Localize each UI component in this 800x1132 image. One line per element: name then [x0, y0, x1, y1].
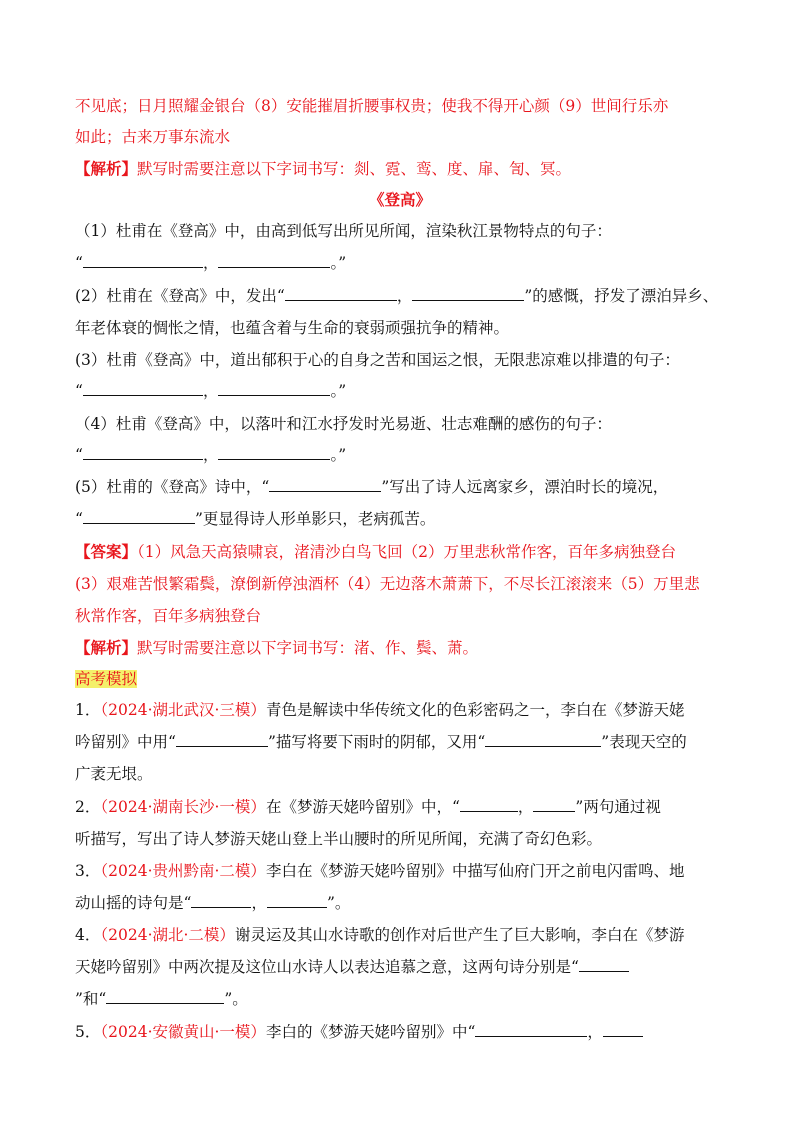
analysis-text: 默写时需要注意以下字词书写：剡、霓、鸾、度、扉、訇、冥。 — [137, 160, 572, 178]
question-1-line-1: （1）杜甫在《登高》中，由高到低写出所见所闻，渲染秋江景物特点的句子： — [75, 222, 612, 240]
analysis-tag: 【解析】 — [75, 638, 138, 657]
analysis-text: 默写时需要注意以下字词书写：渚、作、鬓、萧。 — [137, 639, 479, 657]
analysis-tag: 【解析】 — [75, 159, 138, 178]
blank[interactable] — [412, 286, 524, 301]
blank[interactable] — [83, 381, 203, 396]
blank[interactable] — [106, 989, 224, 1004]
blank[interactable] — [83, 509, 195, 524]
answer-tail-line-1: 不见底；日月照耀金银台（8）安能摧眉折腰事权贵；使我不得开心颜（9）世间行乐亦 — [75, 97, 669, 115]
mock-4-line-3: ”和“ ”。 — [75, 990, 248, 1008]
mock-1-line-1: 1．（2024·湖北武汉·三模）青色是解读中华传统文化的色彩密码之一，李白在《梦游天姥 — [75, 701, 685, 719]
mock-3-line-2: 动山摇的诗句是“ ， ”。 — [75, 894, 351, 912]
mock-heading: 高考模拟 — [75, 670, 138, 688]
question-4-line-2: “ ， 。” — [75, 446, 347, 464]
source-tag: （2024·贵州黔南·二模） — [100, 862, 266, 880]
blank[interactable] — [603, 1022, 643, 1037]
blank[interactable] — [218, 253, 330, 268]
analysis-2 — [75, 637, 478, 659]
blank[interactable] — [176, 732, 268, 747]
mock-1-line-2: 吟留别》中用“ ”描写将要下雨时的阴郁，又用“ ”表现天空的 — [75, 733, 687, 751]
mock-5-line-1: 5．（2024·安徽黄山·一模）李白的《梦游天姥吟留别》中“ ， — [75, 1021, 643, 1043]
answer-line-3: 秋常作客，百年多病独登台 — [75, 607, 262, 625]
blank[interactable] — [285, 286, 397, 301]
question-5-line-2: “ ”更显得诗人形单影只，老病孤苦。 — [75, 510, 436, 528]
source-tag: （2024·湖北武汉·三模） — [100, 701, 266, 719]
blank[interactable] — [83, 445, 203, 460]
blank[interactable] — [267, 893, 327, 908]
analysis-1 — [75, 158, 571, 180]
question-4-line-1: （4）杜甫《登高》中，以落叶和江水抒发时光易逝、壮志难酬的感伤的句子： — [75, 415, 612, 433]
blank[interactable] — [218, 445, 330, 460]
source-tag: （2024·安徽黄山·一模） — [100, 1023, 266, 1041]
question-3-line-2: “ ， 。” — [75, 382, 347, 400]
blank[interactable] — [191, 893, 251, 908]
blank[interactable] — [533, 797, 575, 812]
answer-tail-line-2: 如此；古来万事东流水 — [75, 128, 231, 146]
question-3-line-1: (3）杜甫《登高》中，道出郁积于心的自身之苦和国运之恨，无限悲凉难以排遣的句子： — [75, 351, 680, 369]
mock-2-line-2: 听描写，写出了诗人梦游天姥山登上半山腰时的所见所闻，充满了奇幻色彩。 — [75, 830, 603, 848]
blank[interactable] — [269, 477, 381, 492]
blank[interactable] — [460, 797, 518, 812]
section-title: 《登高》 — [368, 190, 431, 209]
answer-line-1: 【答案】（1）风急天高猿啸哀，渚清沙白鸟飞回（2）万里悲秋常作客，百年多病独登台 — [75, 542, 676, 561]
blank[interactable] — [218, 381, 330, 396]
blank[interactable] — [83, 253, 203, 268]
answer-line-2: (3）艰难苦恨繁霜鬓，潦倒新停浊酒杯（4）无边落木萧萧下，不尽长江滚滚来（5）万里悲 — [75, 575, 700, 593]
mock-4-line-2: 天姥吟留别》中两次提及这位山水诗人以表达追慕之意，这两句诗分别是“ — [75, 956, 629, 978]
mock-2-line-1: 2．（2024·湖南长沙·一模）在《梦游天姥吟留别》中，“ ， ”两句通过视 — [75, 798, 661, 816]
source-tag: （2024·湖北·二模） — [100, 926, 235, 944]
answer-tag: 【答案】 — [75, 542, 138, 561]
mock-3-line-1: 3．（2024·贵州黔南·二模）李白在《梦游天姥吟留别》中描写仙府门开之前电闪雷鸣、地 — [75, 862, 685, 880]
blank[interactable] — [485, 732, 601, 747]
question-2-line-2: 年老体衰的惆怅之情，也蕴含着与生命的衰弱顽强抗争的精神。 — [75, 319, 510, 337]
mock-4-line-1: 4．（2024·湖北·二模）谢灵运及其山水诗歌的创作对后世产生了巨大影响，李白在《梦游 — [75, 926, 685, 944]
question-1-line-2: “ ， 。” — [75, 254, 347, 272]
blank[interactable] — [579, 957, 629, 972]
blank[interactable] — [475, 1022, 587, 1037]
source-tag: （2024·湖南长沙·一模） — [100, 798, 266, 816]
question-2-line-1: (2）杜甫在《登高》中，发出“ ， ”的感慨，抒发了漂泊异乡、 — [75, 287, 719, 305]
question-5-line-1: (5）杜甫的《登高》诗中，“ ”写出了诗人远离家乡，漂泊时长的境况， — [75, 478, 669, 496]
mock-1-line-3: 广袤无垠。 — [75, 765, 153, 783]
